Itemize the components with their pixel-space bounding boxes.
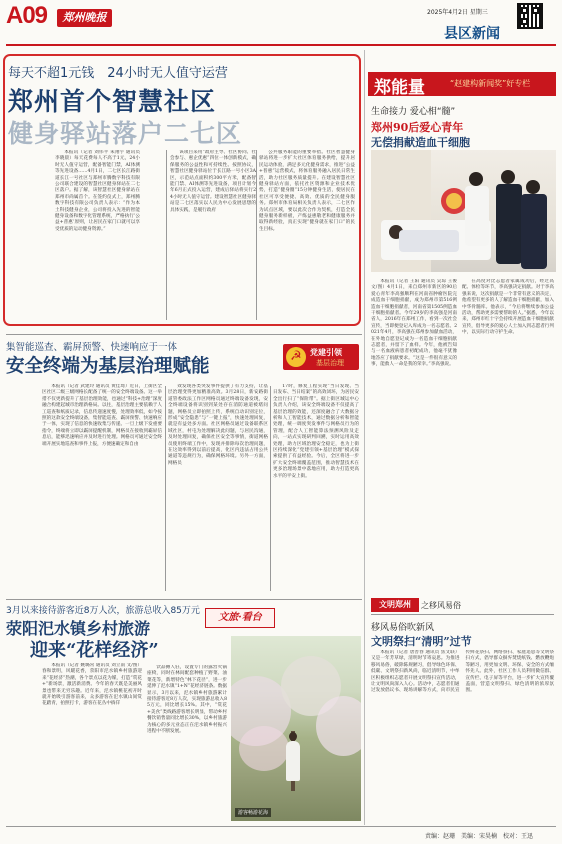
third-title-2: 迎来“花样经济”	[30, 640, 159, 661]
third-title-1: 荥阳汜水镇乡村旅游	[6, 619, 151, 638]
lead-title: 郑州首个智慧社区	[8, 87, 217, 116]
culture-story: 本报讯（记者 唐善春 通讯员 焦文联）又是一年芳草绿，清明时节寄哀思。为推进移风易俗，破除陈规陋习，倡导绿色环保、低碳、文明祭扫新风尚，临近清明节，中牟区积极组织志愿者开展文明祭扫宣传活动，让文明风尚深入人心。活动中，志愿者们通过发放倡议书、现场讲解等方式，向市民宣传鲜花祭扫、网络祭扫、家庭追思等文明祭扫方式，倡导群众摒弃焚烧纸钱、燃放鞭炮等陋习，用更加文明、环保、安全的方式缅怀先人。此外，社区工作人员利用微信群、宣传栏、电子屏等平台，进一步扩大宣传覆盖面，营造文明祭扫、绿色清明的浓厚氛围。	[371, 650, 554, 694]
photo-caption: 游客畅游花海	[235, 808, 271, 817]
lead-col-divider-2	[256, 150, 257, 320]
party-emblem-icon: ☭	[286, 347, 306, 367]
header-rule	[6, 44, 556, 46]
culture-title: 文明祭扫“清明”过节	[371, 635, 472, 648]
qr-code	[517, 3, 543, 29]
flower-field-photo	[231, 636, 361, 821]
footer-editors: 责编：赵珊 美编：宋昊楠 校对：王迅	[425, 833, 534, 840]
second-title: 安全终端为基层治理赋能	[6, 356, 210, 377]
culture-tour-tag	[205, 608, 275, 628]
third-col-2: 饮品摊人驻，设置专门的露营火锅座椅，同时在林间配套种植了野菜、油菜花等，新增特色“林下花径”，进一步延伸了汜水镇“1+N”花经济链条。数据显示，3月以来，汜水镇乡村旅游累计接待游客近8万人次，实现旅游总收入85万元，同比增长15%。其中，“赏花+美食”类线路游客增长明显，带动乡村餐饮销售量同比增长30%，以乡村旅游为核心的多元业态正在汜水镇乡村振兴进程中不断发展。	[147, 665, 227, 735]
brand-title: 郑能量	[374, 78, 425, 98]
lead-kicker: 每天不超1元钱 24小时无人值守运营	[8, 66, 228, 81]
culture-kicker: 移风易俗吹新风	[371, 623, 435, 633]
lead-col-1: 本报讯（记者 刘伟平 朱翔宇 通讯员 李晓晨）每天花费每人不高于1元，24小时无人值守运营，配备智能门禁，AI体测等先进设备……4月1日，二七区长江路街道长江一号社区与郑州市腾数字科技有限公司联合建设的智慧社区健身驿站在二七区落户。据了解，该智慧社区健身驿站在郑州市尚属首个。在签约仪式上，郑州腾数字科技有限公司负责人表示：“作为本土科技健身企业，公司将投入先进的智能健身设备和数字化管理系统，严格执行‘公益+普惠’原则，让居民在家门口就可以享受优质的运动健身资源。”	[55, 150, 140, 232]
paper-logo	[57, 9, 112, 27]
right-column-divider	[364, 50, 365, 825]
right-story-col-1: 本报讯（记者 王阳 通讯员 吴琼 王俊 文/图）4月1日，来自郑州市新区的90后爱心青年李高强顺利在河南省肿瘤医院完成造血干细胞捐献，成为郑州市第516例造血干细胞捐献者，河南省第1505例造血干细胞捐献者。今年29岁的李高强是河南省人，2016年在郑州工作，看到一次社会宣传，当即便登记入库成为一名志愿者。2021年4月，李高强在郑州参加献血活动，在外地自愿登记成为一名造血干细胞捐献志愿者，并留下了血样。今年，他被告知与一名血液病患者初配成功，他毫不犹豫地答应了捐献要求。“这是一件很有意义的事，能救人一命是我的荣幸。”李高强说。	[371, 279, 457, 368]
right-kicker: 生命接力 爱心相“髓”	[371, 107, 456, 117]
party-badge	[283, 344, 359, 370]
brand-slogan: “赵建构新闻奖”好专栏	[450, 79, 531, 88]
culture-tag-text: 文明郑州	[379, 600, 411, 609]
second-col-3: 17时，修复工程实现“当日发现、当日发布、当日结案”的高效闭环，为居民安全出行扫了“保险带”。据上街区城运中心负责人介绍，该安全终端设备不仅提高了基层治理的效能，还深度融合了大数据分析和人工智能技术，通过数据分析和智能处理，统一调度突发事件与网格员行为的管理，配合人工智能算法预测风险及走向，一站式实现研判回溯，实时运用高效处理，助力区域治理安全稳定，也为上街区持续深化“党建引领+基层治理”模式探索提供了有益经验。今后，全区将进一步扩大安全终端覆盖范围，推动智慧技术在更多治理场景中落地应用，助力打造更高水平的平安上街。	[273, 384, 359, 479]
right-title-2: 无偿捐献造血干细胞	[371, 136, 470, 149]
paper-name: 郑州晚报	[62, 11, 107, 24]
page-number: A09	[6, 2, 48, 29]
second-kicker: 集智能巡查、霸屏预警、快速响应于一体	[6, 342, 178, 353]
section-title: 县区新闻	[444, 26, 500, 42]
lead-subtitle: 健身驿站落户二七区	[8, 119, 243, 148]
lead-col-divider-1	[166, 150, 167, 320]
badge-line-2: 基层治理	[316, 359, 344, 367]
badge-line-1: 党建引领	[310, 348, 342, 357]
second-col-2: 效发现各类突发事件提供了有力支持，让基层治理变得更加精准高效。3月28日，新安路街道管委政法工作区网格员通过终端设备发现，安全终端设备将识别到某处存在消防通道被堵问题，网格员立即拍照上传，系统自动识别定位，形成“安全隐患”与“一键上报”，快速处理回复，就是有益处多方面。社区网格员通过设备联系区域社区，村屯为处理解决此问题，与居民沟通，及时处理回复，确保社区安全等事情，街道网格员使用终端工作中，发现并排除每次治理问题，在这效率得到以前后提高，化区内违法占用公共通道等违规行为，确保网格环境。另外一方面，网格员	[168, 384, 268, 466]
right-title-1: 郑州90后爱心青年	[371, 121, 464, 134]
culture-tag-suffix: 之移风易俗	[421, 601, 461, 610]
brand-banner	[368, 72, 556, 96]
date-line: 2025年4月2日 星期三	[427, 9, 488, 16]
second-col-divider-2	[270, 386, 271, 591]
section-divider-2	[6, 599, 362, 600]
lead-col-2: 该项目采用“政府主导、社区协同、社会参与、惠企优惠”四位一体创新模式，确保服务的公益性和可持续性。按照协议，智慧社区健身驿站位于长江路一号小区3A区，示范站点面积约300平方米，配备智能门禁、AI体测等先进设备，项目计划今年6月正式投入运营，建成后驿站将实行24小时无人值守运营。建设智慧社区健身驿站是二七区落实以人民为中心发展思想的具体实践，是履行政府	[170, 150, 256, 213]
second-col-1: 本报讯（记者 武建玲 通讯员 黄佳琦）近日，上街区全区社区二级三级网格长配备了统一的安全终端设备。这一举措不仅更新提升了基层治理效能，也通过“科技+治理”深度融合构建起城市治理新格局。以往，基层治理主要依赖于人工巡查和纸质记录，信息传递速度慢，处理效率低，如今按照的这款安全终端设备，集智能巡查、霸屏预警、快速响应于一体，实现了信息的快速收集与传递。一旦上级下发重要指令，终端将立即以霸屏提醒机制，网格员在接收到霸屏信息后，能够迅速响应并及时进行处理。网格员可通过安全终端开展实地巡查和事件上报，方便速确定和自由	[42, 384, 162, 447]
second-col-divider-1	[165, 386, 166, 591]
lead-col-3: 公共服务职能的重要举措。社区智慧健身驿站将进一步扩大社区体育服务供给，提升居民运动体验，满足多元化健身需求，推进“公益+普惠”运营模式，将体育服务融入居民日常生活，助力社区服务质量提升。在建设智慧社区健身驿站方面，依托社区资源和企业技术优势，打造“健身圈”15分钟健身生活，使居民在社区可享受便捷、高效、优质的全民健身服务。郑州市体育局相关负责人表示，二七区作为试点区域，要以此次合作为契机，打造全民健身服务新样板，产练益惠敬老和健康服务并取得新经验，真正实现“健身就在家门口”的民生目标。	[259, 150, 355, 232]
donor-photo	[371, 150, 556, 272]
footer-rule	[6, 826, 556, 827]
culture-tour-tag-text: 文旅·看台	[218, 612, 262, 623]
masthead	[0, 0, 562, 50]
right-story-col-2: 在高度对比志愿者家属成功后，经过高配、体检等环节，李高强决定捐献。对于李高强来说，这次捐献是一个非常有意义的决定，他希望有更多的人了解造血干细胞捐献，加入中华骨髓库。他表示，“今后将继续参加公益活动，帮助更多需要帮助的人。”据悉，今年以来，郑州市红十字会持续开展造血干细胞捐献宣传，倡导更多的爱心人士加入到志愿者行列中，以实际行动守护生命。	[462, 279, 554, 336]
third-kicker: 3月以来接待游客近8万人次，旅游总收入85万元	[6, 606, 200, 616]
culture-tag	[371, 598, 419, 612]
section-divider-1	[6, 334, 362, 335]
third-col-1: 本报讯（记者 姚璐常 通讯员 刘立南 文/图）春和景明，风暖花香，荥阳市汜水镇乡村旅游迎来“花经济”热潮，各个景点以花为媒，打造“赏花+”新场景，激活新消费。今年的春天既是美丽风景也带来无穷乐趣。近年来，汜水镇桃花初开时就开始吸引游客前来，众多游客在汜水镇山间赏花踏青，拍照打卡，游客在花丛中徜徉	[42, 663, 142, 707]
culture-rule	[371, 614, 554, 615]
